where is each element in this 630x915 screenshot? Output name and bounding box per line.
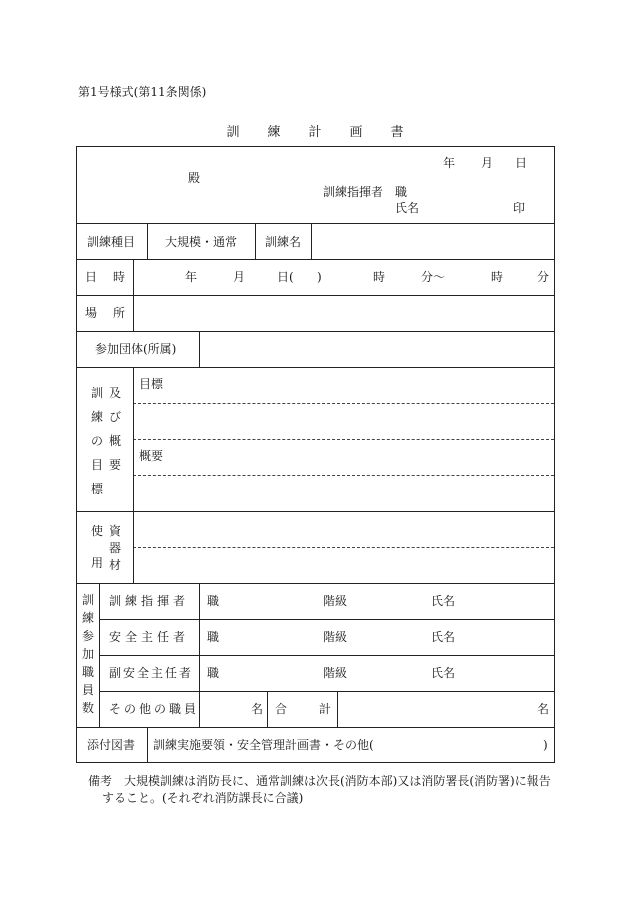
vchar: 加	[81, 647, 94, 661]
dashed-line	[133, 475, 554, 476]
staff-row-label: 安全主任者	[109, 630, 190, 644]
purpose-vlabel-right	[107, 384, 123, 480]
goal-label: 目標	[139, 377, 164, 391]
row-divider	[77, 583, 554, 584]
total-unit: 名	[537, 702, 550, 716]
vchar: 器	[108, 541, 121, 555]
col-divider	[147, 223, 148, 259]
vchar: 概	[108, 434, 121, 448]
col-divider	[311, 223, 312, 259]
place-label-b: 所	[113, 306, 126, 320]
col-divider	[133, 259, 134, 331]
row-divider	[77, 295, 554, 296]
staff-count-vlabel	[80, 591, 96, 717]
col-divider	[199, 331, 200, 367]
dt-minute2: 分	[537, 270, 550, 284]
training-type-value: 大規模・通常	[165, 235, 238, 249]
vchar: 練	[90, 410, 103, 424]
vchar: 訓	[81, 593, 94, 607]
dt-hour2: 時	[491, 270, 504, 284]
vchar: 用	[90, 556, 103, 570]
commander-label: 訓練指揮者	[323, 185, 384, 199]
title-char: 練	[267, 125, 281, 140]
vchar: 職	[81, 665, 94, 679]
form-number: 第1号様式(第11条関係)	[78, 85, 207, 99]
vchar: 参	[81, 629, 94, 643]
staff-name: 氏名	[431, 666, 456, 680]
dt-minute-from: 分〜	[421, 270, 446, 284]
place-label-a: 場	[85, 306, 98, 320]
col-divider	[99, 583, 100, 727]
dt-close-paren: )	[317, 270, 322, 284]
date-year: 年	[443, 156, 456, 170]
remarks-line-2: すること。(それぞれ消防課長に合議)	[102, 791, 304, 805]
col-divider	[337, 691, 338, 727]
dt-year: 年	[185, 270, 198, 284]
datetime-label-b: 時	[113, 270, 126, 284]
purpose-vlabel-left	[89, 384, 105, 504]
col-divider	[255, 223, 256, 259]
row-divider	[77, 331, 554, 332]
vchar: 目	[90, 458, 103, 472]
other-staff-unit: 名	[251, 702, 264, 716]
document-title	[0, 126, 630, 139]
dt-day-open: 日(	[277, 270, 294, 284]
vchar: の	[90, 434, 103, 448]
position-label: 職	[395, 185, 408, 199]
staff-position: 職	[207, 594, 220, 608]
addressee: 殿	[188, 171, 201, 185]
row-divider	[99, 655, 554, 656]
attachment-value: 訓練実施要領・安全管理計画書・その他(	[153, 738, 374, 752]
date-month: 月	[481, 156, 494, 170]
vchar: び	[108, 410, 121, 424]
vchar: 要	[108, 458, 121, 472]
title-char: 書	[390, 125, 404, 140]
summary-label: 概要	[139, 449, 164, 463]
vchar: 材	[108, 558, 121, 572]
row-divider	[77, 259, 554, 260]
dashed-line	[133, 547, 554, 548]
staff-rank: 階級	[323, 630, 348, 644]
total-label-a: 合	[275, 702, 288, 716]
row-divider	[99, 619, 554, 620]
remarks-line-1: 備考 大規模訓練は消防長に、通常訓練は次長(消防本部)又は消防署長(消防署)に報告	[88, 774, 551, 788]
total-label-b: 計	[319, 702, 332, 716]
row-divider	[77, 367, 554, 368]
col-divider	[133, 367, 134, 583]
name-label: 氏名	[395, 201, 420, 215]
vchar: 標	[90, 482, 103, 496]
col-divider	[267, 691, 268, 727]
equipment-vlabel-right	[107, 522, 123, 573]
row-divider	[77, 223, 554, 224]
row-divider	[77, 511, 554, 512]
attachment-label: 添付図書	[87, 738, 136, 752]
title-char: 訓	[226, 125, 240, 140]
form-table	[76, 146, 555, 763]
date-day: 日	[515, 156, 528, 170]
participating-group-label: 参加団体(所属)	[95, 342, 177, 356]
vchar: 員	[81, 683, 94, 697]
vchar: 訓	[90, 386, 103, 400]
vchar: 及	[108, 386, 121, 400]
staff-row-label: 副安全主任者	[109, 666, 194, 680]
col-divider	[147, 727, 148, 763]
staff-position: 職	[207, 630, 220, 644]
equipment-vlabel-left	[89, 522, 105, 572]
title-char: 計	[308, 125, 322, 140]
training-name-label: 訓練名	[265, 235, 302, 249]
vchar: 練	[81, 611, 94, 625]
datetime-label-a: 日	[85, 270, 98, 284]
vchar: 数	[81, 701, 94, 715]
row-divider	[99, 691, 554, 692]
staff-name: 氏名	[431, 594, 456, 608]
vchar: 資	[108, 524, 121, 538]
other-staff-label: その他の職員	[109, 702, 200, 716]
seal-mark: 印	[513, 201, 526, 215]
row-divider	[77, 727, 554, 728]
col-divider	[199, 583, 200, 727]
dt-month: 月	[233, 270, 246, 284]
vchar: 使	[90, 524, 103, 538]
staff-rank: 階級	[323, 594, 348, 608]
training-type-label: 訓練種目	[87, 235, 136, 249]
staff-row-label: 訓練指揮者	[109, 594, 190, 608]
dt-hour: 時	[373, 270, 386, 284]
title-char: 画	[349, 125, 363, 140]
staff-position: 職	[207, 666, 220, 680]
staff-rank: 階級	[323, 666, 348, 680]
dashed-line	[133, 439, 554, 440]
staff-name: 氏名	[431, 630, 456, 644]
dashed-line	[133, 403, 554, 404]
attachment-close: )	[543, 738, 548, 752]
